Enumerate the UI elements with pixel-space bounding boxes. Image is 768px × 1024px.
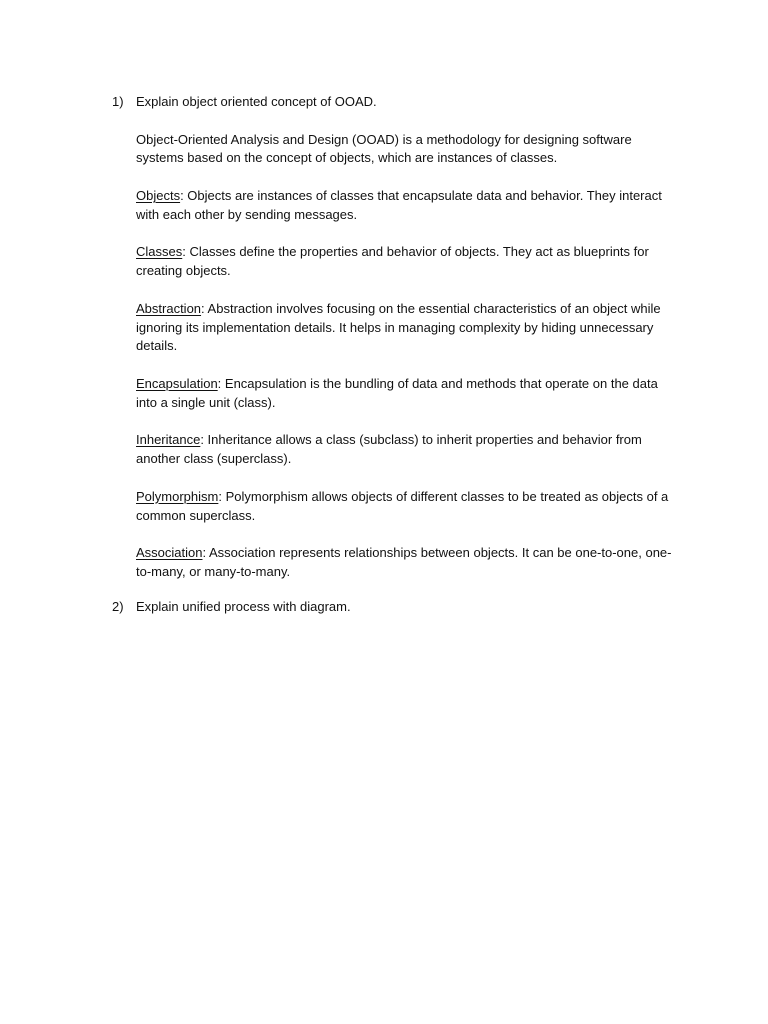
concept-definition: : Objects are instances of classes that encapsulate data and behavior. They interact with each other by sending messages. [136,187,662,222]
concept-term: Association [136,545,203,561]
question-number: 1) [112,94,124,109]
concept-abstraction [136,300,682,356]
concept-inheritance [136,431,682,469]
concept-term: Inheritance [136,432,201,448]
concept-definition: : Polymorphism allows objects of different classes to be treated as objects of a common superclass. [136,488,669,523]
concept-term: Polymorphism [136,488,219,504]
question-number: 2) [112,599,124,614]
concept-definition: : Abstraction involves focusing on the essential characteristics of an object while ignoring its implementation details. It helps in managing complexity by hiding unnecessary details. [136,300,661,354]
concept-term: Abstraction [136,300,202,316]
concept-encapsulation [136,375,682,413]
concept-objects [136,187,682,225]
question-title: Explain object oriented concept of OOAD. [136,94,377,109]
concept-polymorphism [136,488,682,526]
concept-classes [136,243,682,281]
concept-term: Encapsulation [136,375,218,391]
concept-term: Classes [136,244,183,260]
question-2 [112,598,682,617]
question-body [136,598,682,617]
concept-definition: : Association represents relationships between objects. It can be one-to-one, one-to-many, or many-to-many. [136,545,672,579]
question-body [136,93,682,582]
question-1 [112,93,682,582]
concept-association [136,544,682,582]
concept-definition: : Classes define the properties and behavior of objects. They act as blueprints for creating objects. [136,244,649,279]
question-title: Explain unified process with diagram. [136,599,351,614]
concept-definition: : Inheritance allows a class (subclass) to inherit properties and behavior from another class (superclass). [136,432,642,467]
intro-paragraph: Object-Oriented Analysis and Design (OOAD) is a methodology for designing software systems based on the concept of objects, which are instances of classes. [136,131,632,166]
concept-term: Objects [136,187,181,203]
concept-definition: : Encapsulation is the bundling of data and methods that operate on the data into a single unit (class). [136,375,658,410]
